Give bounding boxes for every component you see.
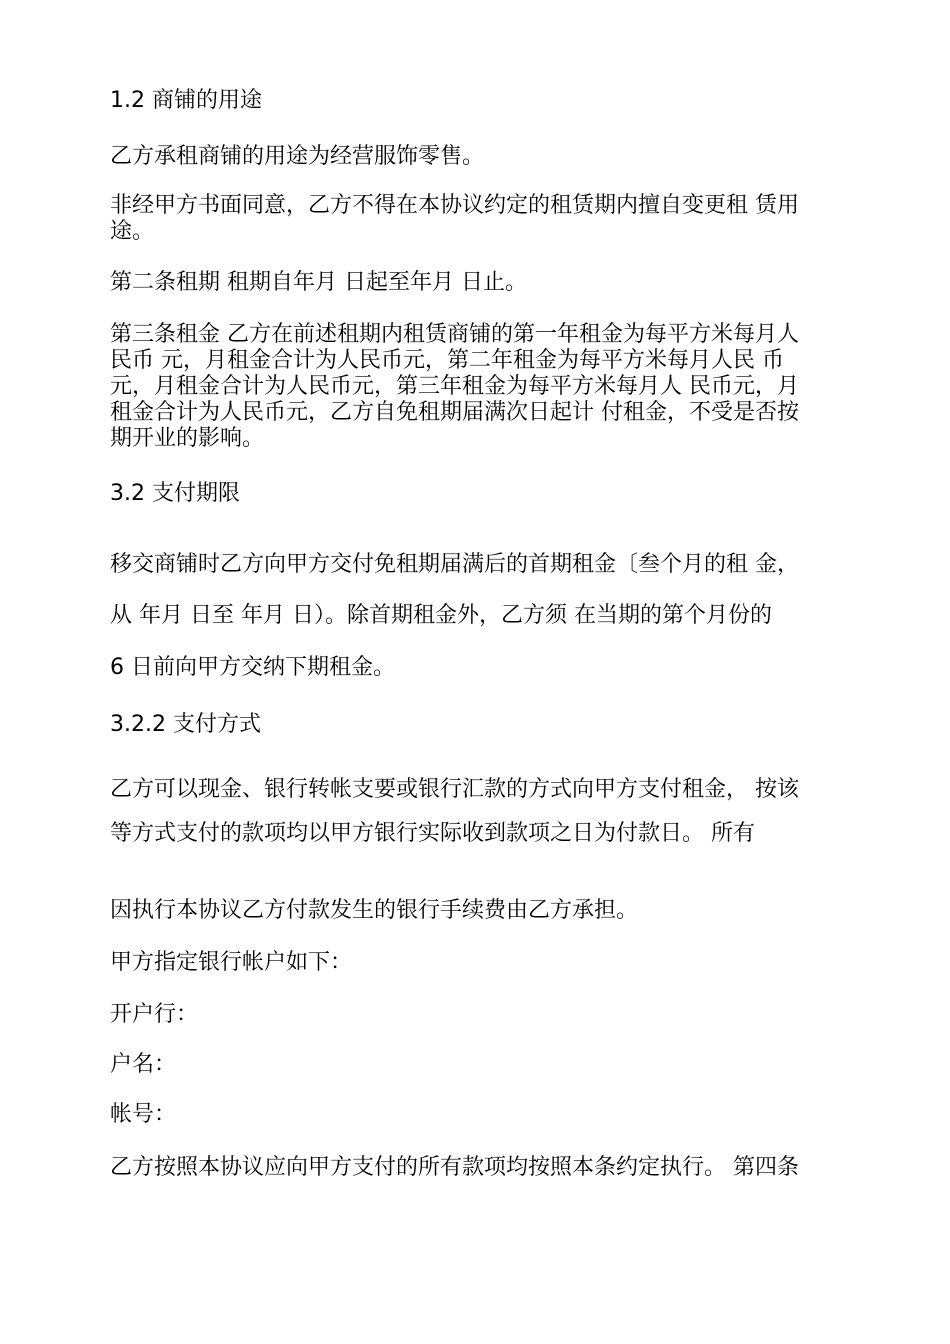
paragraph-use: 乙方承租商铺的用途为经营服饰零售。: [110, 144, 485, 169]
field-account-name-label: 户名：: [110, 1052, 177, 1077]
section-heading-1-2: 1.2 商铺的用途: [110, 88, 262, 113]
paragraph-final: 乙方按照本协议应向甲方支付的所有款项均按照本条约定执行。 第四条: [110, 1155, 799, 1180]
paragraph-method-line-2: 等方式支付的款项均以甲方银行实际收到款项之日为付款日。 所有: [110, 821, 755, 846]
paragraph-term: 第二条租期 租期自年月 日起至年月 日止。: [110, 270, 527, 295]
paragraph-deadline-line-2: 从 年月 日至 年月 日）。除首期租金外，乙方须 在当期的第个月份的: [110, 603, 772, 628]
paragraph-no-change: 非经甲方书面同意，乙方不得在本协议约定的租赁期内擅自变更租 赁用 途。: [110, 193, 799, 244]
paragraph-account-intro: 甲方指定银行帐户如下：: [110, 950, 353, 975]
paragraph-bank-fee: 因执行本协议乙方付款发生的银行手续费由乙方承担。: [110, 898, 639, 923]
section-heading-3-2: 3.2 支付期限: [110, 481, 240, 506]
paragraph-deadline-line-1: 移交商铺时乙方向甲方交付免租期届满后的首期租金〔叁个月的租 金，: [110, 552, 799, 577]
section-heading-3-2-2: 3.2.2 支付方式: [110, 712, 261, 737]
field-bank-label: 开户行：: [110, 1002, 199, 1027]
paragraph-method-line-1: 乙方可以现金、银行转帐支要或银行汇款的方式向甲方支付租金， 按该: [110, 777, 799, 802]
paragraph-rent: 第三条租金 乙方在前述租期内租赁商铺的第一年租金为每平方米每月人 民币 元，月租金合计为人民币元，第二年租金为每平方米每月人民 币 元，月租金合计为人民币元，第三年租金为每平方米每月人 民币元，月 租金合计为人民币元，乙方自免租期届满次日起计 付租金，不受是否按 期开业的影响。: [110, 322, 799, 451]
paragraph-deadline-line-3: 6 日前向甲方交纳下期租金。: [110, 655, 395, 680]
field-account-number-label: 帐号：: [110, 1102, 177, 1127]
